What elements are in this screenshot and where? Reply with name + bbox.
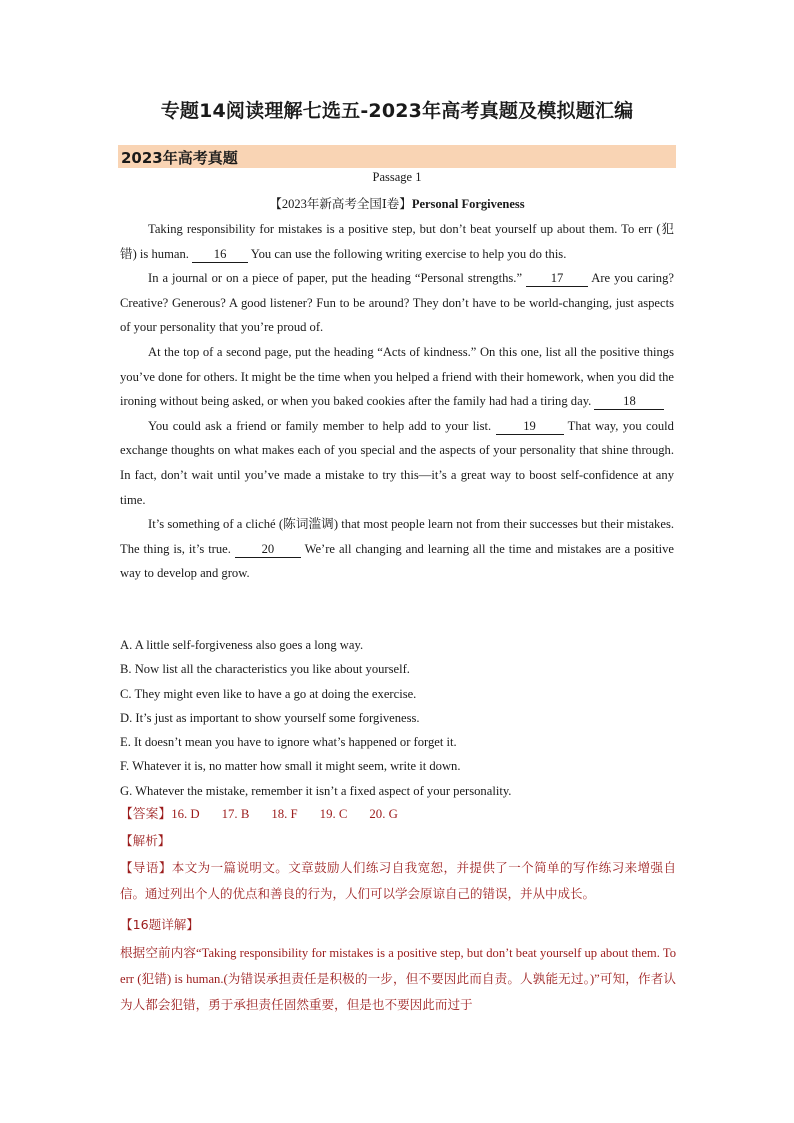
answer-17: 17. B bbox=[221, 807, 250, 821]
paragraph-5 bbox=[120, 512, 674, 586]
answer-20: 20. G bbox=[369, 807, 398, 821]
passage-body bbox=[120, 217, 674, 586]
answer-18: 18. F bbox=[271, 807, 298, 821]
source-bracket-open: 【 bbox=[269, 197, 282, 211]
guide-text: 本文为一篇说明文。文章鼓励人们练习自我宽恕，并提供了一个简单的写作练习来增强自信。通过列出个人的优点和善良的行为，人们可以学会原谅自己的错误，并从中成长。 bbox=[120, 860, 676, 901]
option-e: E. It doesn’t mean you have to ignore what’s happened or forget it. bbox=[120, 735, 457, 750]
article-title: Personal Forgiveness bbox=[411, 197, 525, 211]
passage-number: Passage 1 bbox=[372, 170, 422, 184]
page-title: 专题14阅读理解七选五-2023年高考真题及模拟题汇编 bbox=[160, 100, 634, 122]
guide-label: 【导语】 bbox=[120, 860, 172, 875]
answer-16: 16. D bbox=[171, 807, 200, 821]
blank-18: 18 bbox=[594, 394, 664, 410]
option-b: B. Now list all the characteristics you like about yourself. bbox=[120, 662, 410, 677]
paragraph-text: It’s something of a cliché (陈词滥调) that most people learn not from their successes but their mistakes. The thing is, it’s true. bbox=[120, 517, 674, 556]
option-d: D. It’s just as important to show yourself some forgiveness. bbox=[120, 710, 420, 725]
blank-17: 17 bbox=[526, 271, 588, 287]
paragraph-text: You can use the following writing exercise to help you do this. bbox=[248, 246, 567, 261]
paragraph-4 bbox=[120, 414, 674, 512]
option-f: F. Whatever it is, no matter how small it might seem, write it down. bbox=[120, 759, 461, 774]
paragraph-text: You could ask a friend or family member to help add to your list. bbox=[148, 418, 496, 433]
option-g: G. Whatever the mistake, remember it isn’t a fixed aspect of your personality. bbox=[120, 783, 512, 798]
detail-16-text: 根据空前内容“Taking responsibility for mistakes is a positive step, but don’t beat yourself up about them. To err (犯错) is human.(为错误承担责任是积极的一步，但不要因此而自责。人孰能无过。)”可知，作者认为人都会犯错，勇于承担责任固然重要，但是也不要因此而过于 bbox=[120, 946, 676, 1012]
paragraph-2 bbox=[120, 266, 674, 340]
guide-section bbox=[120, 855, 676, 907]
detail-16-label: 【16题详解】 bbox=[120, 917, 199, 932]
paragraph-3 bbox=[120, 340, 674, 414]
blank-16: 16 bbox=[192, 247, 248, 263]
option-a: A. A little self-forgiveness also goes a long way. bbox=[120, 638, 364, 652]
analysis-label: 【解析】 bbox=[120, 833, 171, 848]
answer-label: 【答案】 bbox=[120, 807, 172, 821]
paragraph-text: At the top of a second page, put the heading “Acts of kindness.” On this one, list all the positive things you’ve done for others. It might be the time when you helped a friend with their homework, when you did the ironing without being asked, or when you baked cookies after the family had had a tiring day. bbox=[120, 344, 674, 409]
paragraph-text: Are you caring? Creative? Generous? A good listener? Fun to be around? They don’t have to be world-changing, just aspects of your personality that you’re proud of. bbox=[120, 271, 674, 335]
paragraph-text: We’re all changing and learning all the time and mistakes are a positive way to develop and grow. bbox=[120, 541, 674, 581]
passage-source bbox=[0, 194, 794, 212]
answer-19: 19. C bbox=[319, 807, 348, 821]
paragraph-text: Taking responsibility for mistakes is a positive step, but don’t beat yourself up about them. To err (犯错) is human. bbox=[120, 222, 674, 261]
option-c: C. They might even like to have a go at doing the exercise. bbox=[120, 686, 417, 701]
paragraph-1 bbox=[120, 217, 674, 266]
options-list bbox=[120, 633, 674, 803]
answer-line bbox=[120, 803, 420, 822]
paragraph-text: In a journal or on a piece of paper, put the heading “Personal strengths.” bbox=[148, 271, 526, 286]
source-exam: 2023年新高考全国Ⅰ卷 bbox=[281, 197, 400, 211]
section-title: 2023年高考真题 bbox=[121, 149, 238, 167]
blank-19: 19 bbox=[496, 419, 564, 435]
section-header bbox=[118, 145, 676, 168]
blank-20: 20 bbox=[235, 542, 301, 558]
paragraph-text: That way, you could exchange thoughts on what makes each of you special and the aspects of your personality that shine through. In fact, don’t wait until you’ve made a mistake to try this—it’s a great way to boost self-confidence at any time. bbox=[120, 418, 674, 507]
source-bracket-close: 】 bbox=[399, 197, 412, 211]
